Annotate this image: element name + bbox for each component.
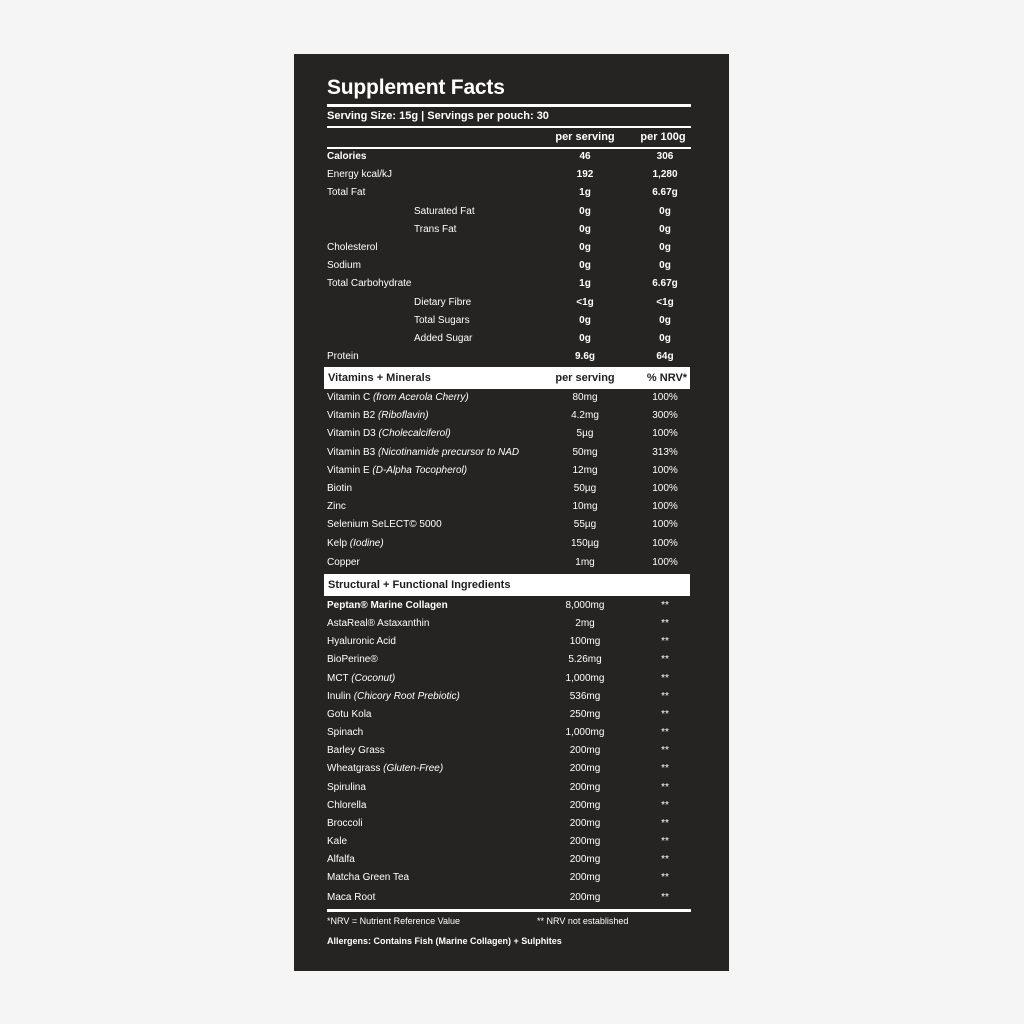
nutrient-per-100g: 0g [659, 205, 671, 217]
vitamin-nrv: 100% [652, 557, 678, 569]
nutrient-per-serving: 1g [579, 187, 591, 199]
ingredient-name-text: Spirulina [327, 781, 366, 793]
vitamin-name [327, 516, 442, 534]
vitamin-note: (D-Alpha Tocopherol) [372, 464, 468, 476]
vitamin-note: (Riboflavin) [377, 410, 429, 422]
vitamin-name [327, 425, 451, 443]
structural-header-label: Structural + Functional Ingredients [328, 579, 511, 591]
ingredient-row [327, 889, 691, 907]
structural-header-band [324, 574, 690, 596]
nutrient-name: Added Sugar [414, 333, 473, 344]
ingredient-per-serving: 200mg [569, 799, 601, 811]
ingredient-per-serving: 200mg [569, 854, 601, 866]
nutrient-name: Dietary Fibre [414, 296, 472, 308]
nutrient-per-100g: 0g [659, 223, 671, 235]
ingredient-nrv: ** [661, 636, 669, 648]
ingredient-note: (Chicory Root Prebiotic) [353, 690, 460, 702]
serving-info: Serving Size: 15g | Servings per pouch: 30 [327, 110, 549, 122]
nutrient-per-100g: <1g [656, 296, 674, 308]
nutrition-row [327, 184, 691, 202]
nutrient-name: Protein [327, 351, 359, 363]
ingredient-per-serving: 200mg [569, 781, 601, 793]
ingredient-nrv: ** [661, 854, 669, 866]
vitamin-per-serving: 150µg [570, 537, 599, 549]
vitamin-per-serving: 50µg [573, 483, 597, 494]
vitamin-name-text: Kelp [327, 537, 348, 549]
vitamin-name [327, 407, 429, 425]
nutrient-per-serving: 0g [579, 260, 591, 272]
ingredient-row [327, 797, 691, 815]
nutrient-per-serving: 0g [579, 333, 591, 344]
ingredient-row [327, 851, 691, 869]
ingredient-row [327, 615, 691, 633]
ingredient-nrv: ** [661, 708, 669, 720]
vitamin-nrv: 100% [652, 519, 678, 531]
ingredient-nrv: ** [661, 781, 669, 793]
nutrient-name: Calories [327, 151, 367, 162]
vitamin-name [327, 462, 467, 480]
ingredient-nrv: ** [661, 872, 669, 884]
nutrition-row [327, 221, 691, 239]
nutrient-per-serving: 0g [579, 314, 591, 326]
vitamin-name-text: Zinc [327, 501, 346, 513]
vitamin-nrv: 100% [652, 537, 678, 549]
ingredient-note: (Coconut) [351, 672, 396, 684]
nutrient-per-100g: 0g [659, 314, 671, 326]
footnote-not-established: ** NRV not established [537, 916, 629, 926]
ingredient-name [327, 815, 363, 833]
ingredient-name-text: Broccoli [327, 817, 363, 829]
ingredient-row [327, 706, 691, 724]
ingredient-name-text: BioPerine® [327, 654, 378, 666]
vitamins-header-per-serving: per serving [555, 372, 615, 384]
ingredient-note: (Gluten-Free) [383, 763, 444, 775]
ingredient-row [327, 742, 691, 760]
nutrition-row [327, 203, 691, 221]
vitamin-name-text: Vitamin B2 [327, 410, 376, 422]
vitamin-per-serving: 80mg [572, 392, 598, 403]
ingredient-row [327, 688, 691, 706]
ingredient-name [327, 833, 347, 851]
ingredient-name-text: Wheatgrass [327, 763, 381, 775]
ingredient-name-text: MCT [327, 672, 349, 684]
ingredient-row [327, 670, 691, 688]
ingredient-name [327, 724, 363, 742]
ingredient-per-serving: 200mg [569, 763, 601, 775]
vitamin-name [327, 389, 469, 407]
ingredient-nrv: ** [661, 672, 669, 684]
ingredient-nrv: ** [661, 892, 669, 904]
vitamin-row [327, 407, 691, 425]
vitamin-name [327, 480, 352, 498]
vitamin-row [327, 425, 691, 443]
nutrient-name: Total Sugars [414, 314, 470, 326]
vitamin-row [327, 462, 691, 480]
vitamin-name-text: Copper [327, 557, 360, 569]
col-header-per-serving: per serving [555, 131, 615, 143]
ingredient-nrv: ** [661, 690, 669, 702]
ingredient-name-text: Alfalfa [327, 854, 355, 866]
ingredient-row [327, 760, 691, 778]
vitamin-note: (Iodine) [349, 537, 384, 549]
vitamin-nrv: 100% [652, 501, 678, 513]
footer-rule [327, 909, 691, 912]
vitamin-name [327, 535, 384, 553]
vitamin-row [327, 498, 691, 516]
ingredient-nrv: ** [661, 835, 669, 847]
vitamin-per-serving: 1mg [575, 557, 595, 569]
nutrient-per-serving: 9.6g [574, 351, 595, 363]
ingredient-nrv: ** [661, 763, 669, 775]
nutrient-per-100g: 0g [659, 333, 671, 344]
col-header-per-100g: per 100g [640, 131, 686, 143]
ingredient-nrv: ** [661, 600, 669, 611]
vitamin-nrv: 313% [652, 446, 678, 458]
supplement-facts-label [294, 54, 729, 971]
vitamin-name [327, 554, 360, 572]
vitamin-nrv: 100% [652, 428, 678, 440]
nutrient-name: Total Carbohydrate [327, 278, 412, 290]
vitamin-row [327, 444, 691, 462]
ingredient-per-serving: 1,000mg [565, 727, 605, 739]
ingredient-name [327, 688, 460, 706]
ingredient-name [327, 742, 385, 760]
ingredient-name-text: Peptan® Marine Collagen [327, 600, 448, 611]
nutrition-row [327, 257, 691, 275]
vitamin-per-serving: 50mg [572, 446, 598, 458]
vitamin-name-text: Biotin [327, 483, 353, 494]
ingredient-nrv: ** [661, 654, 669, 666]
nutrient-per-serving: 0g [579, 223, 591, 235]
ingredient-row [327, 597, 691, 615]
vitamin-row [327, 554, 691, 572]
vitamin-name [327, 444, 519, 462]
nutrient-per-serving: <1g [576, 296, 594, 308]
ingredient-per-serving: 200mg [569, 745, 601, 757]
vitamin-name [327, 498, 346, 516]
ingredient-per-serving: 8,000mg [565, 600, 605, 611]
ingredient-nrv: ** [661, 618, 669, 630]
nutrition-row [327, 312, 691, 330]
ingredient-nrv: ** [661, 817, 669, 829]
nutrient-per-100g: 1,280 [652, 169, 678, 181]
ingredient-per-serving: 200mg [569, 817, 601, 829]
ingredient-nrv: ** [661, 799, 669, 811]
ingredient-row [327, 633, 691, 651]
vitamin-name-text: Selenium SeLECT© 5000 [327, 519, 442, 531]
vitamin-note: (from Acerola Cherry) [372, 392, 469, 403]
nutrient-name: Cholesterol [327, 242, 378, 253]
vitamin-name-text: Vitamin C [327, 392, 371, 403]
ingredient-name [327, 851, 355, 869]
ingredient-per-serving: 100mg [569, 636, 601, 648]
ingredient-per-serving: 250mg [569, 708, 601, 720]
ingredient-name [327, 797, 366, 815]
ingredient-name [327, 889, 375, 907]
nutrient-per-serving: 1g [579, 278, 591, 290]
nutrition-row [327, 330, 691, 348]
vitamin-per-serving: 12mg [572, 464, 598, 476]
ingredient-name-text: Barley Grass [327, 745, 385, 757]
nutrient-name: Sodium [327, 260, 361, 272]
ingredient-name [327, 651, 378, 669]
vitamin-nrv: 100% [652, 483, 678, 494]
nutrition-row [327, 148, 691, 166]
nutrient-per-serving: 192 [576, 169, 594, 181]
nutrient-name: Energy kcal/kJ [327, 169, 393, 181]
ingredient-name-text: AstaReal® Astaxanthin [327, 618, 430, 630]
vitamin-note: (Nicotinamide precursor to NAD [377, 446, 520, 458]
nutrient-name: Total Fat [327, 187, 366, 199]
vitamins-header-label: Vitamins + Minerals [328, 372, 431, 384]
nutrient-per-serving: 0g [579, 205, 591, 217]
ingredient-row [327, 779, 691, 797]
ingredient-row [327, 869, 691, 887]
nutrient-per-100g: 306 [656, 151, 674, 162]
vitamin-row [327, 535, 691, 553]
ingredient-name-text: Matcha Green Tea [327, 872, 410, 884]
ingredient-row [327, 651, 691, 669]
ingredient-nrv: ** [661, 745, 669, 757]
ingredient-name [327, 670, 395, 688]
ingredient-name-text: Maca Root [327, 892, 376, 904]
ingredient-name [327, 615, 429, 633]
nutrient-per-100g: 64g [656, 351, 674, 363]
ingredient-per-serving: 200mg [569, 872, 601, 884]
vitamin-name-text: Vitamin B3 [327, 446, 376, 458]
allergens-statement: Allergens: Contains Fish (Marine Collagen) + Sulphites [327, 936, 562, 946]
nutrition-row [327, 294, 691, 312]
vitamin-row [327, 480, 691, 498]
nutrient-per-serving: 0g [579, 242, 591, 253]
ingredient-nrv: ** [661, 727, 669, 739]
ingredient-name-text: Hyaluronic Acid [327, 636, 396, 648]
vitamin-name-text: Vitamin E [327, 464, 370, 476]
ingredient-name [327, 597, 448, 615]
ingredient-per-serving: 200mg [569, 835, 601, 847]
ingredient-per-serving: 536mg [569, 690, 601, 702]
ingredient-name-text: Spinach [327, 727, 364, 739]
nutrient-per-100g: 6.67g [652, 278, 678, 290]
nutrient-per-serving: 46 [579, 151, 591, 162]
ingredient-name-text: Gotu Kola [327, 708, 372, 720]
ingredient-row [327, 724, 691, 742]
nutrition-row [327, 166, 691, 184]
vitamin-note: (Cholecalciferol) [378, 428, 451, 440]
nutrient-per-100g: 0g [659, 242, 671, 253]
vitamins-header-band [324, 367, 690, 389]
ingredient-name [327, 869, 409, 887]
nutrient-name: Trans Fat [414, 223, 457, 235]
vitamin-row [327, 389, 691, 407]
ingredient-per-serving: 5.26mg [568, 654, 602, 666]
nutrition-row [327, 239, 691, 257]
vitamin-nrv: 100% [652, 464, 678, 476]
footnote-nrv: *NRV = Nutrient Reference Value [327, 916, 460, 926]
vitamin-row [327, 516, 691, 534]
ingredient-name-text: Chlorella [327, 799, 367, 811]
ingredient-per-serving: 2mg [575, 618, 595, 630]
nutrition-row [327, 275, 691, 293]
vitamin-nrv: 100% [652, 392, 678, 403]
vitamin-per-serving: 55µg [573, 519, 597, 531]
ingredient-row [327, 833, 691, 851]
ingredient-per-serving: 200mg [569, 892, 601, 904]
ingredient-row [327, 815, 691, 833]
vitamin-name-text: Vitamin D3 [327, 428, 376, 440]
ingredient-per-serving: 1,000mg [565, 672, 605, 684]
nutrient-per-100g: 0g [659, 260, 671, 272]
label-title: Supplement Facts [327, 76, 505, 99]
vitamin-per-serving: 5µg [576, 428, 594, 440]
ingredient-name [327, 706, 371, 724]
vitamin-per-serving: 4.2mg [571, 410, 599, 422]
nutrient-name: Saturated Fat [414, 205, 475, 217]
title-rule [327, 104, 691, 107]
ingredient-name [327, 779, 366, 797]
ingredient-name-text: Inulin [327, 690, 351, 702]
vitamins-header-nrv: % NRV* [646, 372, 688, 384]
ingredient-name [327, 760, 443, 778]
serving-rule [327, 126, 691, 128]
vitamin-nrv: 300% [652, 410, 678, 422]
nutrition-row [327, 348, 691, 366]
ingredient-name [327, 633, 396, 651]
nutrient-per-100g: 6.67g [652, 187, 678, 199]
vitamin-per-serving: 10mg [572, 501, 598, 513]
ingredient-name-text: Kale [327, 835, 348, 847]
